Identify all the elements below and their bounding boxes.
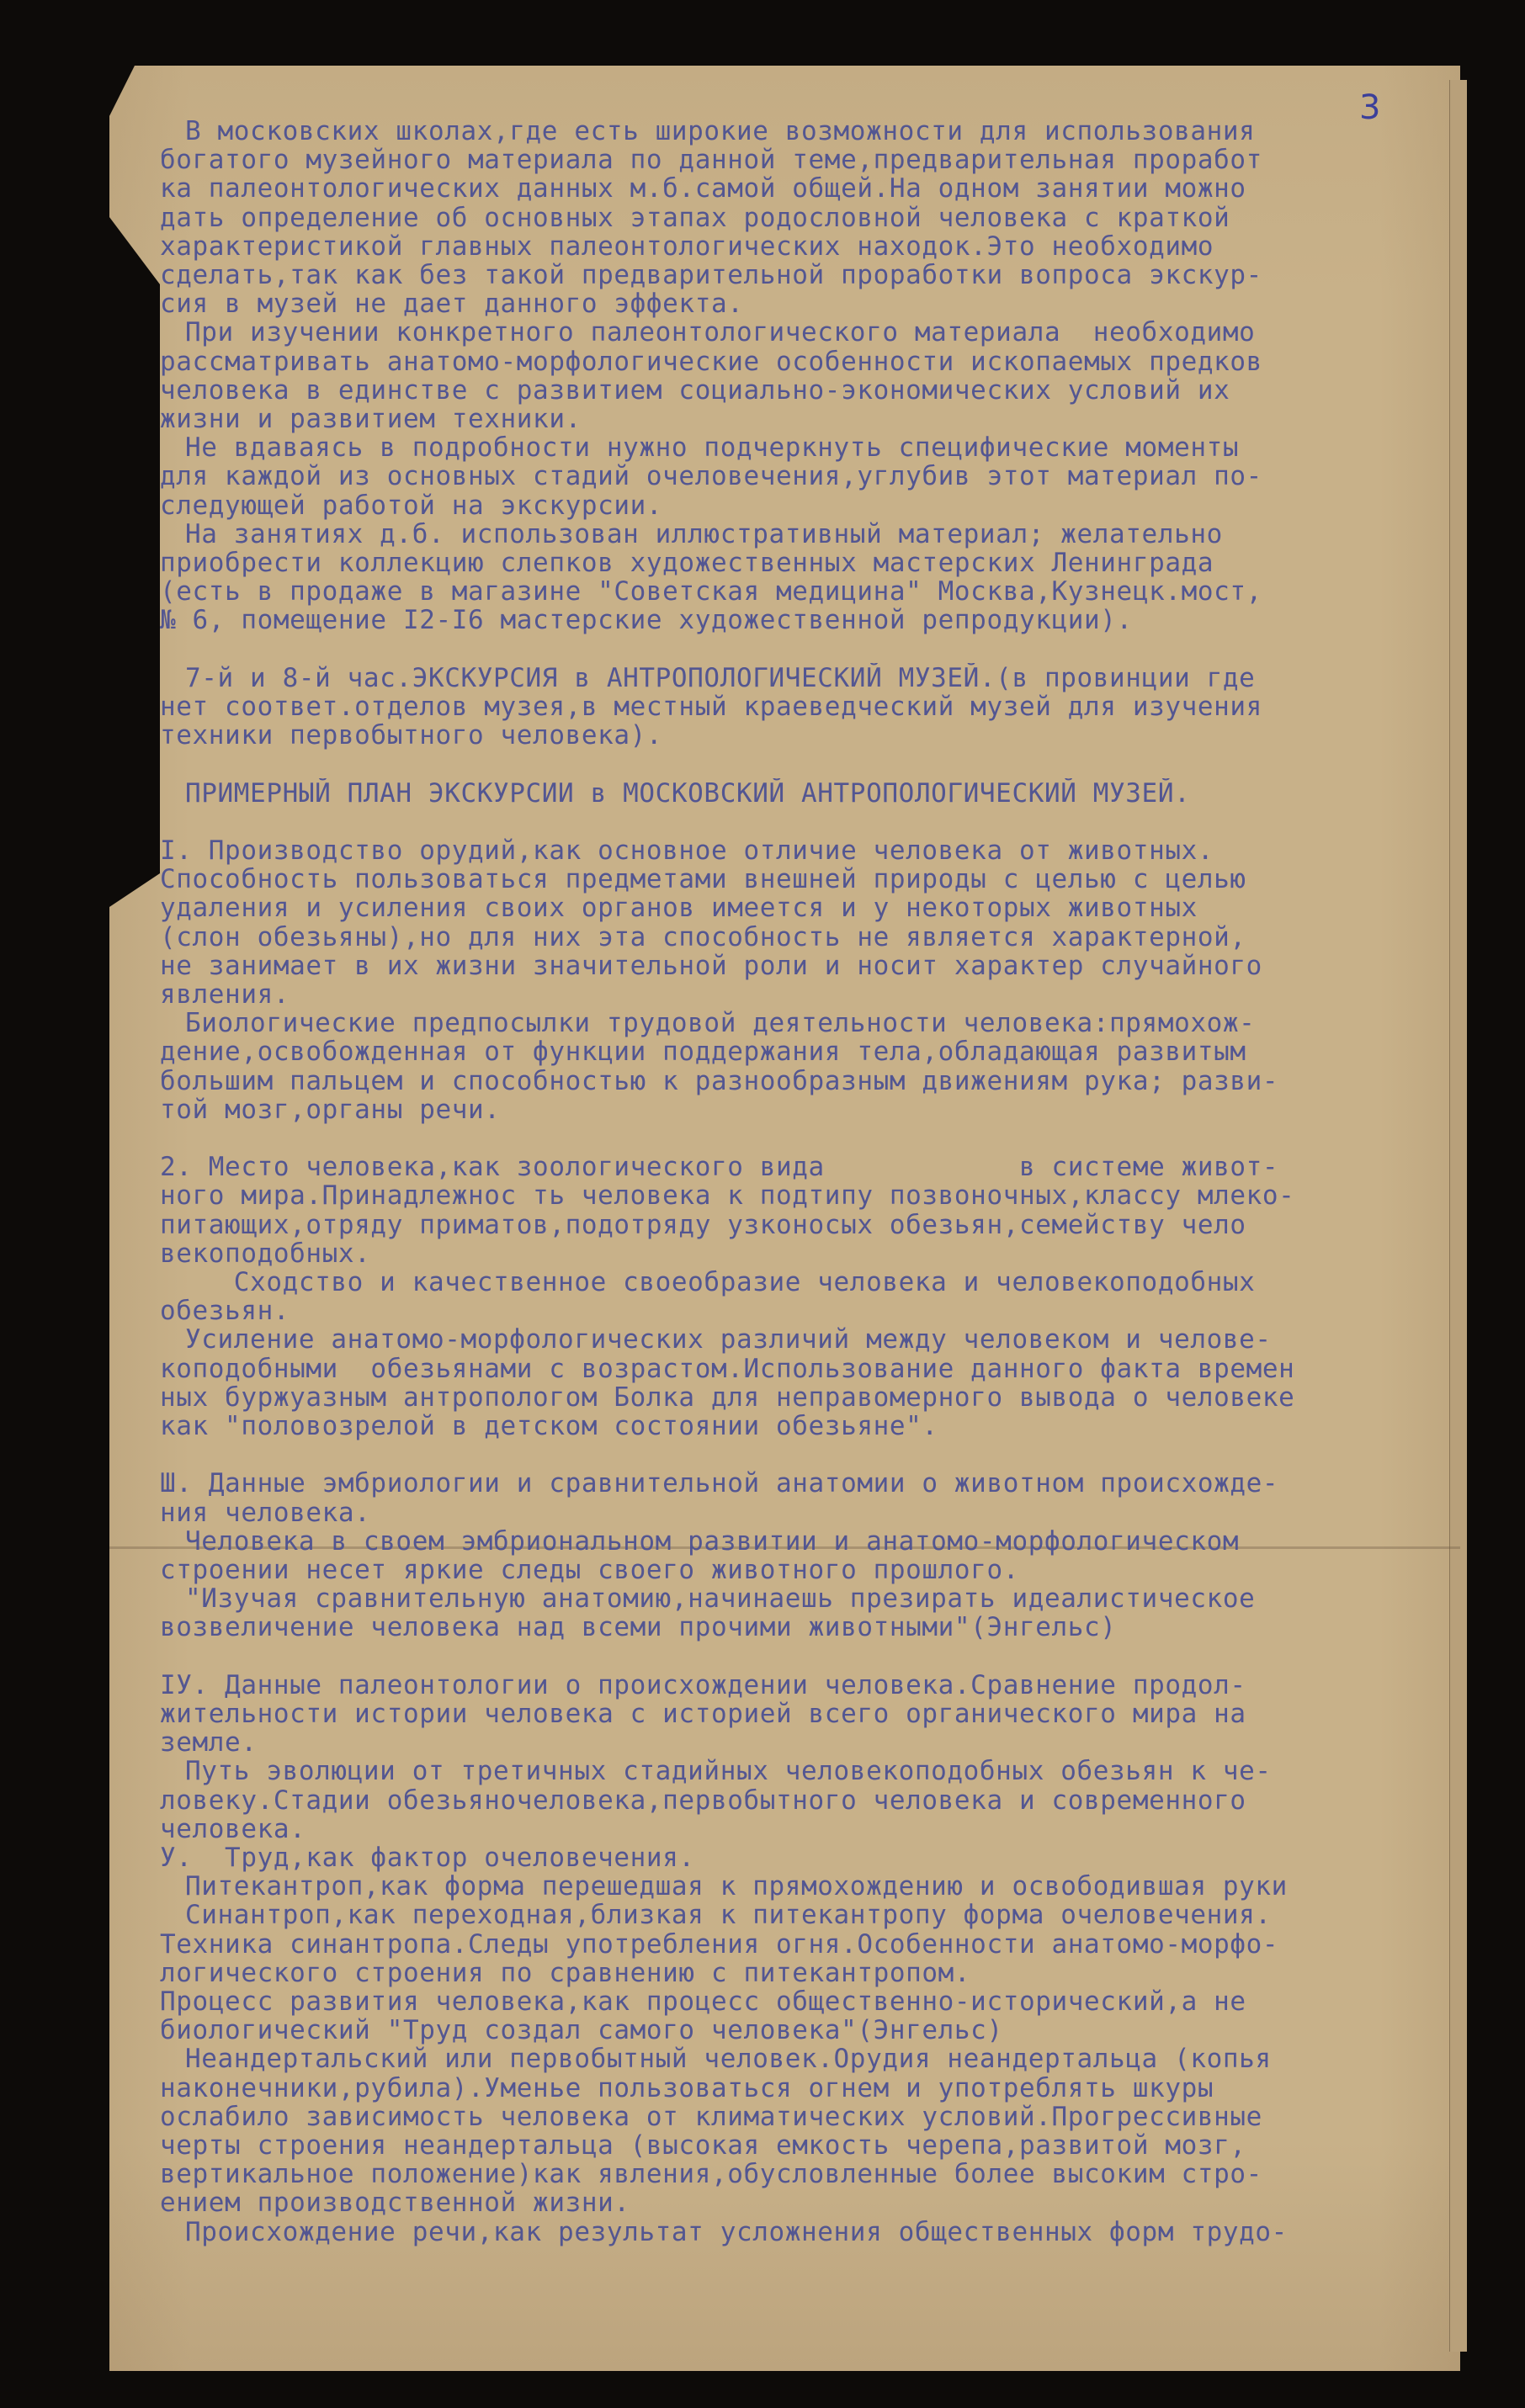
text-line: ловеку.Стадии обезьяночеловека,первобытного человека и современного — [160, 1785, 1246, 1816]
text-line: характеристикой главных палеонтологических находок.Это необходимо — [160, 231, 1214, 262]
text-line: Усиление анатомо-морфологических различий между человеком и челове- — [185, 1324, 1272, 1355]
text-line: нет соответ.отделов музея,в местный краеведческий музей для изучения — [160, 692, 1262, 722]
text-line: "Изучая сравнительную анатомию,начинаешь презирать идеалистическое — [185, 1583, 1256, 1615]
text-line: векоподобных. — [160, 1238, 371, 1269]
text-line: Происхождение речи,как результат усложнения общественных форм трудо- — [185, 2216, 1288, 2247]
text-line: для каждой из основных стадий очеловечения,углубив этот материал по- — [160, 461, 1262, 492]
text-line: земле. — [160, 1727, 258, 1758]
text-line: человека. — [160, 1813, 306, 1844]
text-line: Человека в своем эмбриональном развитии и анатомо-морфологическом — [185, 1525, 1240, 1557]
text-line: человека в единстве с развитием социально-экономических условий их — [160, 374, 1230, 406]
text-line: рассматривать анатомо-морфологические особенности ископаемых предков — [160, 346, 1262, 377]
text-line: возвеличение человека над всеми прочими животными"(Энгельс) — [160, 1612, 1117, 1643]
text-line: биологический "Труд создал самого человека"(Энгельс) — [160, 2015, 1003, 2046]
text-line: приобрести коллекцию слепков художественных мастерских Ленинграда — [160, 548, 1214, 578]
text-line: ния человека. — [160, 1497, 371, 1528]
text-line: сия в музей не дает данного эффекта. — [160, 289, 744, 320]
text-line: ПРИМЕРНЫЙ ПЛАН ЭКСКУРСИИ в МОСКОВСКИЙ АНТРОПОЛОГИЧЕСКИЙ МУЗЕЙ. — [185, 777, 1191, 809]
text-line: техники первобытного человека). — [160, 720, 663, 751]
text-line: На занятиях д.б. использован иллюстративный материал; желательно — [185, 518, 1223, 549]
text-line: Процесс развития человека,как процесс общественно-исторический,а не — [160, 1986, 1246, 2017]
text-line: ка палеонтологических данных м.б.самой общей.На одном занятии можно — [160, 173, 1246, 204]
text-line: Техника синантропа.Следы употребления огня.Особенности анатомо-морфо- — [160, 1928, 1279, 1960]
text-line: Путь эволюции от третичных стадийных человекоподобных обезьян к че- — [185, 1756, 1272, 1787]
page-number: 3 — [1359, 88, 1381, 127]
text-line: черты строения неандертальца (высокая емкость черепа,развитой мозг, — [160, 2130, 1246, 2161]
text-line: явления. — [160, 979, 290, 1010]
text-line: большим пальцем и способностью к разнообразным движениям рука; разви- — [160, 1065, 1279, 1096]
text-line: следующей работой на экскурсии. — [160, 490, 663, 521]
text-line: жизни и развитием техники. — [160, 404, 582, 434]
text-line: I. Производство орудий,как основное отличие человека от животных. — [160, 835, 1214, 866]
text-line: № 6, помещение I2-I6 мастерские художественной репродукции). — [160, 605, 1133, 636]
text-line: наконечники,рубила).Уменье пользоваться огнем и употреблять шкуры — [160, 2072, 1214, 2103]
text-line: ослабило зависимость человека от климатических условий.Прогрессивные — [160, 2101, 1262, 2132]
text-line: ением производственной жизни. — [160, 2188, 630, 2219]
text-line: как "половозрелой в детском состоянии обезьяне". — [160, 1411, 938, 1441]
text-line: вертикальное положение)как явления,обусловленные более высоким стро- — [160, 2159, 1262, 2190]
text-line: Ш. Данные эмбриологии и сравнительной анатомии о животном происхожде- — [160, 1468, 1279, 1499]
text-line: (есть в продаже в магазине "Советская медицина" Москва,Кузнецк.мост, — [160, 576, 1262, 607]
text-line: Способность пользоваться предметами внешней природы с целью с целью — [160, 864, 1246, 895]
text-line: ных буржуазным антропологом Болка для неправомерного вывода о человеке — [160, 1382, 1295, 1413]
text-line: В московских школах,где есть широкие возможности для использования — [185, 116, 1256, 146]
text-line: Неандертальский или первобытный человек.Орудия неандертальца (копья — [185, 2044, 1272, 2075]
text-line: ного мира.Принадлежнос ть человека к подтипу позвоночных,классу млеко- — [160, 1180, 1295, 1212]
text-line: Не вдаваясь в подробности нужно подчеркнуть специфические моменты — [185, 432, 1240, 464]
text-line: той мозг,органы речи. — [160, 1094, 501, 1125]
text-line: сделать,так как без такой предварительной проработки вопроса экскур- — [160, 260, 1262, 290]
text-line: Биологические предпосылки трудовой деятельности человека:прямохож- — [185, 1008, 1256, 1039]
text-line: логического строения по сравнению с питекантропом. — [160, 1957, 971, 1988]
text-line: богатого музейного материала по данной теме,предварительная проработ — [160, 145, 1262, 176]
text-line: Питекантроп,как форма перешедшая к прямохождению и освободившая руки — [185, 1871, 1288, 1902]
text-line: Сходство и качественное своеобразие человека и человекоподобных — [185, 1267, 1256, 1297]
text-line: не занимает в их жизни значительной роли и носит характер случайного — [160, 950, 1262, 981]
text-line: удаления и усиления своих органов имеется и у некоторых животных — [160, 893, 1198, 924]
text-line: дение,освобожденная от функции поддержания тела,обладающая развитым — [160, 1037, 1246, 1068]
text-line: жительности истории человека с историей всего органического мира на — [160, 1699, 1246, 1729]
text-line: обезьян. — [160, 1296, 290, 1327]
text-line: 7-й и 8-й час.ЭКСКУРСИЯ в АНТРОПОЛОГИЧЕСКИЙ МУЗЕЙ.(в провинции где — [185, 662, 1256, 693]
text-line: строении несет яркие следы своего животного прошлого. — [160, 1555, 1019, 1585]
text-line: При изучении конкретного палеонтологического материала необходимо — [185, 317, 1256, 348]
text-line: Синантроп,как переходная,близкая к питекантропу форма очеловечения. — [185, 1900, 1272, 1931]
text-line: питающих,отряду приматов,подотряду узконосых обезьян,семейству чело — [160, 1209, 1246, 1240]
text-line: дать определение об основных этапах родословной человека с краткой — [160, 202, 1230, 233]
text-line: У. Труд,как фактор очеловечения. — [160, 1843, 695, 1873]
text-line: 2. Место человека,как зоологического вида в системе живот- — [160, 1152, 1279, 1183]
text-line: IУ. Данные палеонтологии о происхождении человека.Сравнение продол- — [160, 1669, 1246, 1700]
text-line: коподобными обезьянами с возрастом.Использование данного факта времен — [160, 1353, 1295, 1384]
text-line: (слон обезьяны),но для них эта способность не является характерной, — [160, 921, 1246, 952]
